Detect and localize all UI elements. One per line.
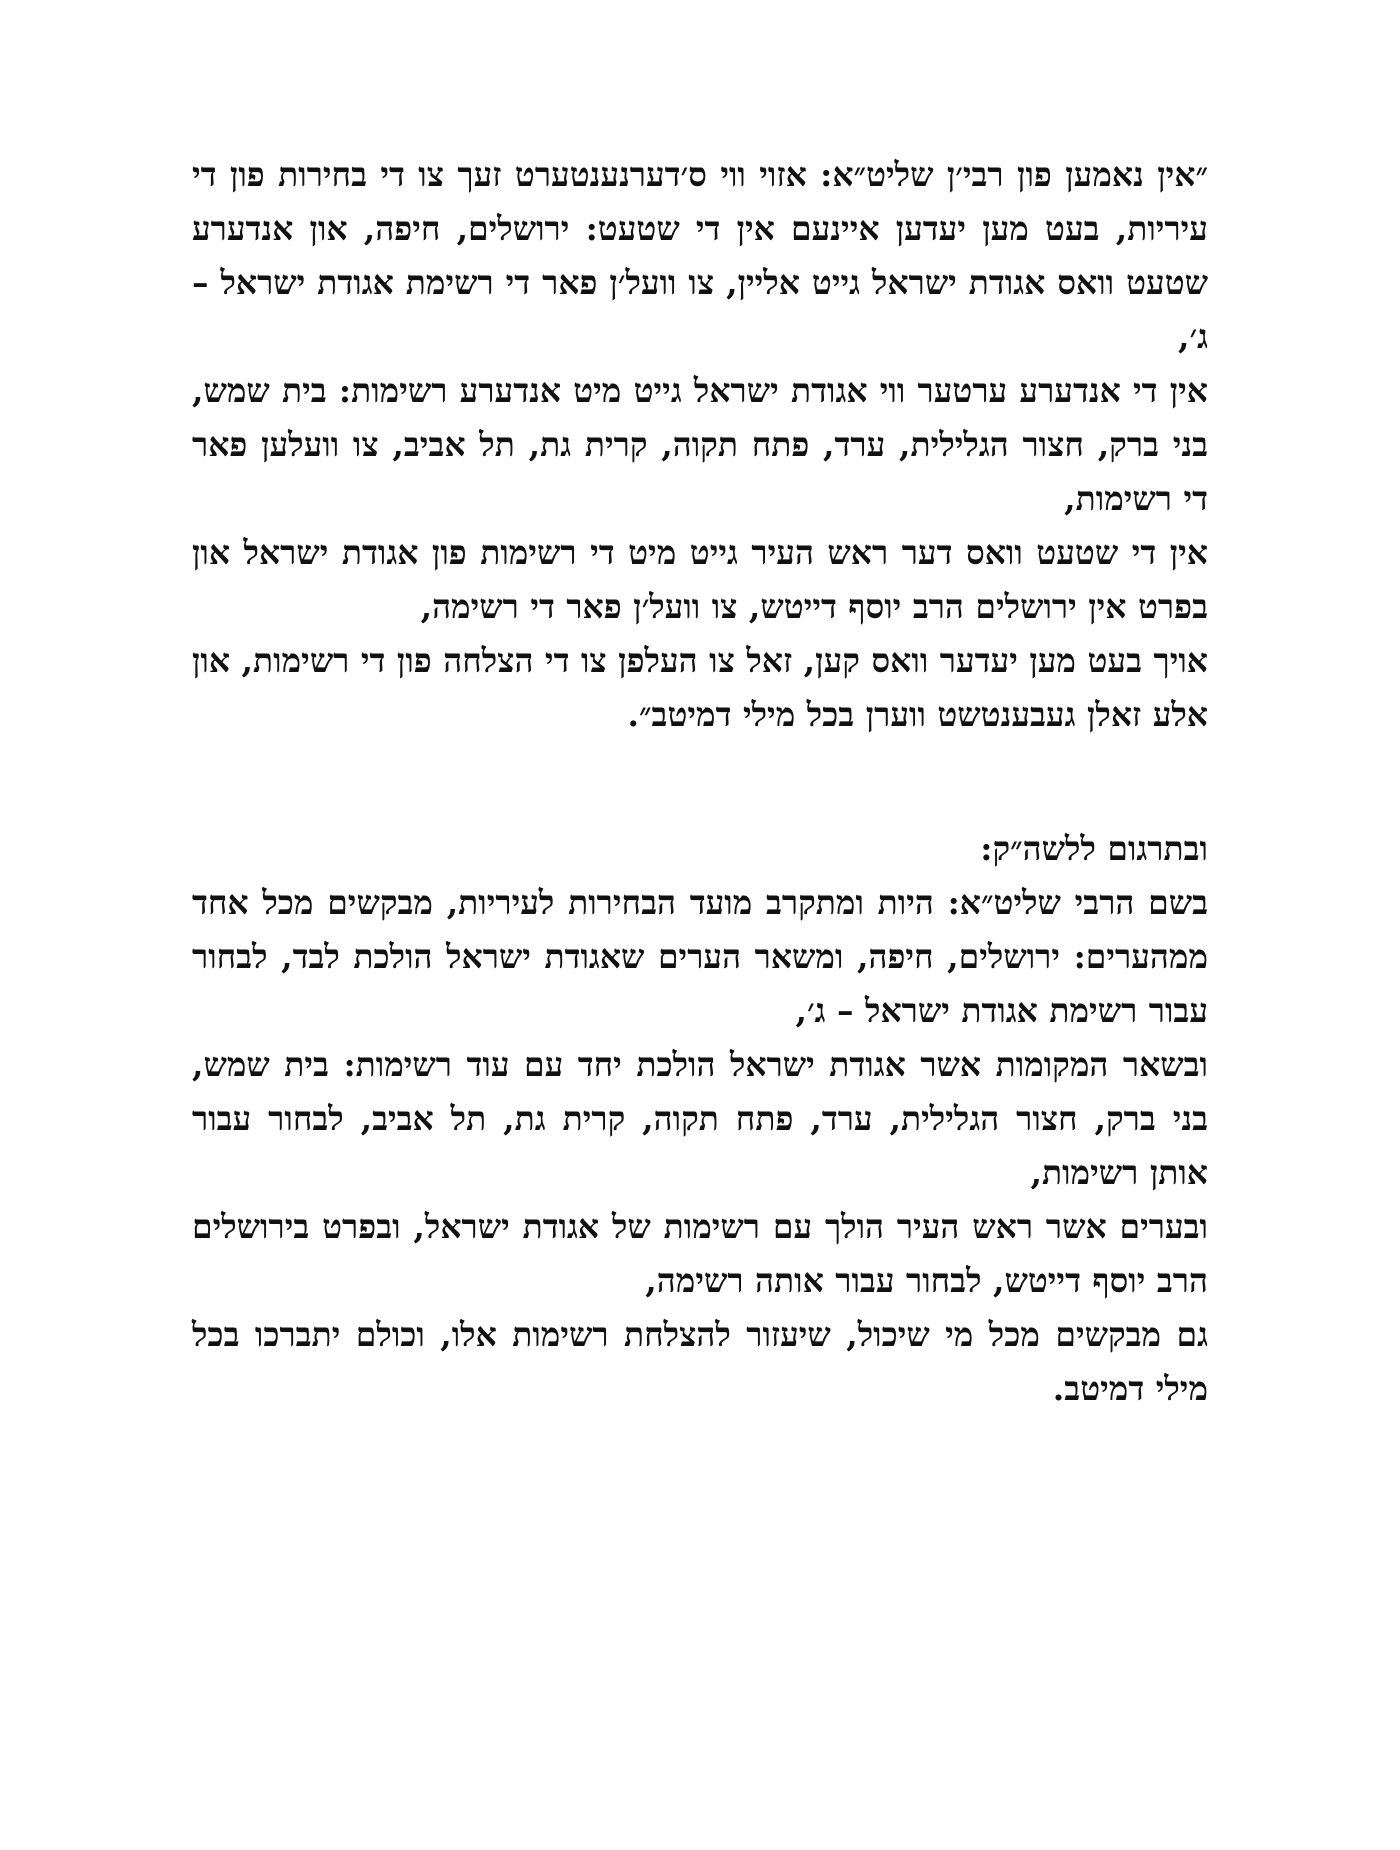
yiddish-paragraph-3: אין די שטעט וואס דער ראש העיר גייט מיט די רשימות פון אגודת ישראל און בפרט אין ירושלים הרב יוסף דייטש, צו וועל׳ן פאר די רשימה,	[192, 533, 1208, 626]
yiddish-paragraph-2: אין די אנדערע ערטער ווי אגודת ישראל גייט מיט אנדערע רשימות: בית שמש, בני ברק, חצור הגלילית, ערד, פתח תקוה, קרית גת, תל אביב, צו וועלען פאר די רשימות,	[192, 371, 1208, 518]
hebrew-paragraph-1: בשם הרבי שליט״א: היות ומתקרב מועד הבחירות לעיריות, מבקשים מכל אחד ממהערים: ירושלים, חיפה, ומשאר הערים שאגודת ישראל הולכת לבד, לבחור עבור רשימת אגודת ישראל – ג׳,	[192, 883, 1208, 1030]
yiddish-section	[192, 148, 1208, 742]
yiddish-paragraph-1: ״אין נאמען פון רבי׳ן שליט״א: אזוי ווי ס׳דערנענטערט זעך צו די בחירות פון די עיריות, בעט מען יעדען איינעם אין די שטעט: ירושלים, חיפה, און אנדערע שטעט וואס אגודת ישראל גייט אליין, צו וועל׳ן פאר די רשימת אגודת ישראל – ג׳,	[192, 155, 1208, 356]
hebrew-paragraph-2: ובשאר המקומות אשר אגודת ישראל הולכת יחד עם עוד רשימות: בית שמש, בני ברק, חצור הגלילית, ערד, פתח תקוה, קרית גת, תל אביב, לבחור עבור אותן רשימות,	[192, 1045, 1208, 1192]
hebrew-paragraph-3: ובערים אשר ראש העיר הולך עם רשימות של אגודת ישראל, ובפרט בירושלים הרב יוסף דייטש, לבחור עבור אותה רשימה,	[192, 1207, 1208, 1300]
hebrew-paragraph-4: גם מבקשים מכל מי שיכול, שיעזור להצלחת רשימות אלו, וכולם יתברכו בכל מילי דמיטב.	[192, 1315, 1208, 1408]
translation-heading: ובתרגום ללשה״ק:	[980, 829, 1208, 868]
document-page	[192, 148, 1208, 1416]
section-spacer	[192, 742, 1208, 822]
yiddish-paragraph-4: אויך בעט מען יעדער וואס קען, זאל צו העלפן צו די הצלחה פון די רשימות, און אלע זאלן געבענטשט ווערן בכל מילי דמיטב״.	[192, 641, 1208, 734]
hebrew-section	[192, 822, 1208, 1416]
